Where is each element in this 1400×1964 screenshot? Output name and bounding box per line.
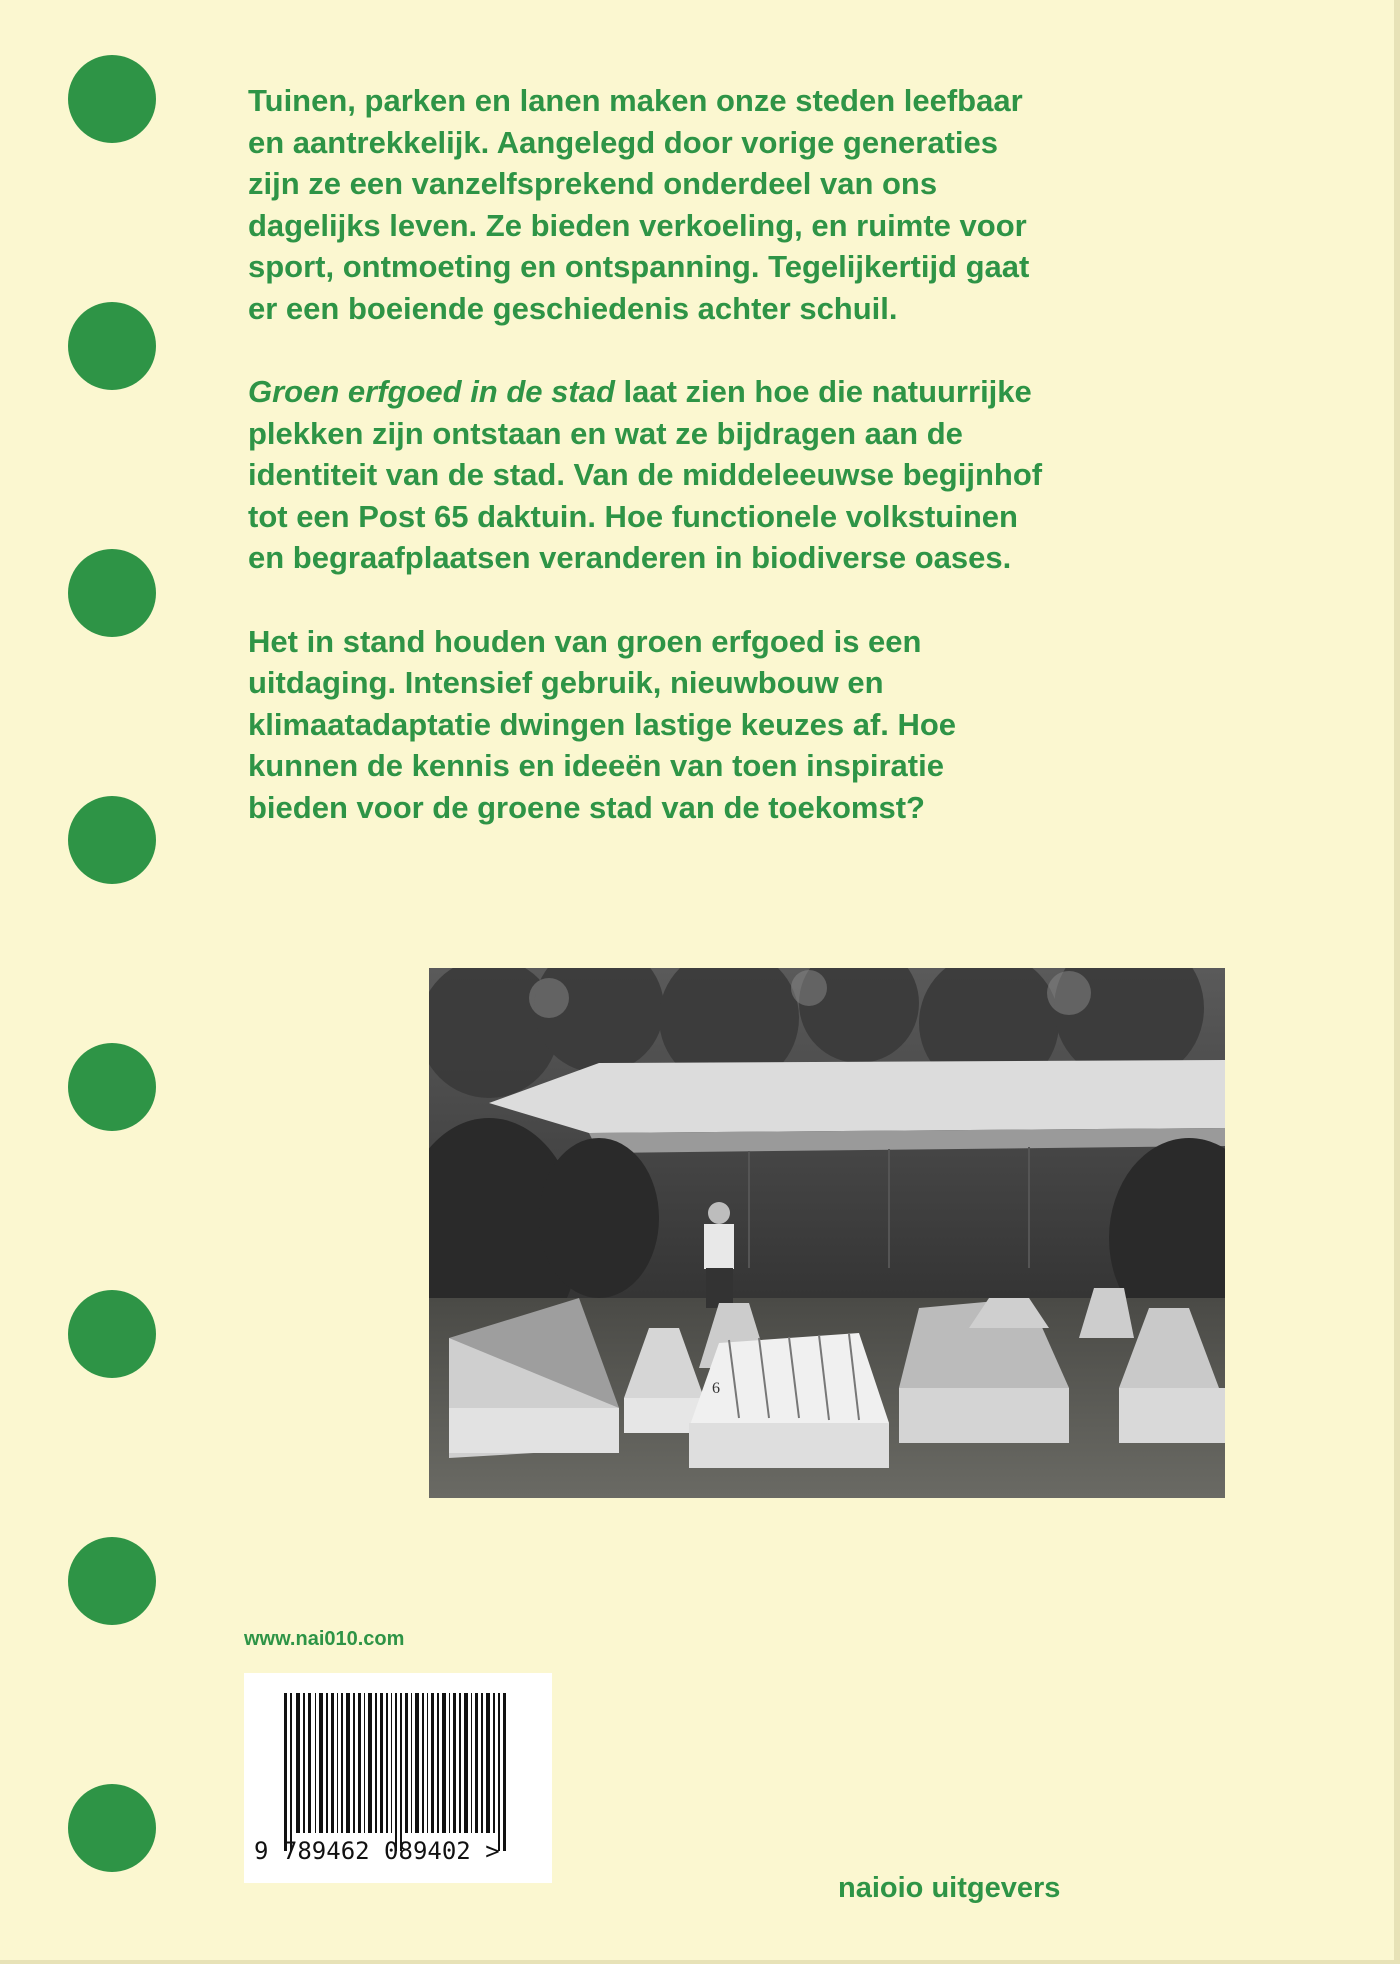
blurb-line: en begraafplaatsen veranderen in biodiverse oases. — [248, 540, 1012, 575]
blurb-line: bieden voor de groene stad van de toekomst? — [248, 789, 925, 825]
blurb-line: er een boeiende geschiedenis achter schuil. — [248, 290, 898, 326]
binder-hole-icon — [68, 55, 156, 143]
case-number-label: 6 — [712, 1380, 720, 1397]
blurb-line — [248, 371, 1148, 413]
greenhouse-photo-illustration — [429, 968, 1225, 1498]
publisher-logo: naioio uitgevers — [838, 1872, 1061, 1904]
binder-hole-icon — [68, 1784, 156, 1872]
blurb-line: klimaatadaptatie dwingen lastige keuzes af. Hoe — [248, 706, 957, 742]
blurb-line: dagelijks leven. Ze bieden verkoeling, en ruimte voor — [248, 207, 1027, 243]
blurb-line: identiteit van de stad. Van de middeleeuwse begijnhof — [248, 457, 1043, 492]
binder-hole-icon — [68, 1043, 156, 1131]
blurb-paragraph-1 — [248, 80, 1148, 329]
back-cover-blurb — [248, 80, 1148, 870]
publisher-url[interactable]: www.nai010.com — [244, 1628, 405, 1650]
binder-hole-icon — [68, 796, 156, 884]
blurb-line: kunnen de kennis en ideeën van toen inspiratie — [248, 748, 944, 783]
blurb-line: Het in stand houden van groen erfgoed is een — [248, 623, 922, 659]
isbn-number: 9 789462 089402 > — [254, 1837, 500, 1865]
blurb-paragraph-2 — [248, 371, 1148, 579]
book-title: Groen erfgoed in de stad — [248, 374, 615, 409]
blurb-line-rest: laat zien hoe die natuurrijke — [614, 374, 1032, 409]
binder-hole-icon — [68, 1290, 156, 1378]
blurb-line: tot een Post 65 daktuin. Hoe functionele volkstuinen — [248, 498, 1018, 534]
blurb-line: uitdaging. Intensief gebruik, nieuwbouw en — [248, 665, 884, 700]
blurb-line: sport, ontmoeting en ontspanning. Tegelijkertijd gaat — [248, 249, 1030, 284]
binder-hole-icon — [68, 549, 156, 637]
isbn-barcode — [244, 1673, 552, 1883]
binder-hole-icon — [68, 302, 156, 390]
binder-hole-icon — [68, 1537, 156, 1625]
greenhouse-photo — [429, 968, 1225, 1498]
blurb-line: zijn ze een vanzelfsprekend onderdeel van ons — [248, 166, 938, 201]
blurb-paragraph-3 — [248, 621, 1148, 829]
blurb-line: Tuinen, parken en lanen maken onze steden leefbaar — [248, 83, 1023, 118]
blurb-line: plekken zijn ontstaan en wat ze bijdragen aan de — [248, 415, 963, 451]
blurb-line: en aantrekkelijk. Aangelegd door vorige generaties — [248, 124, 998, 160]
